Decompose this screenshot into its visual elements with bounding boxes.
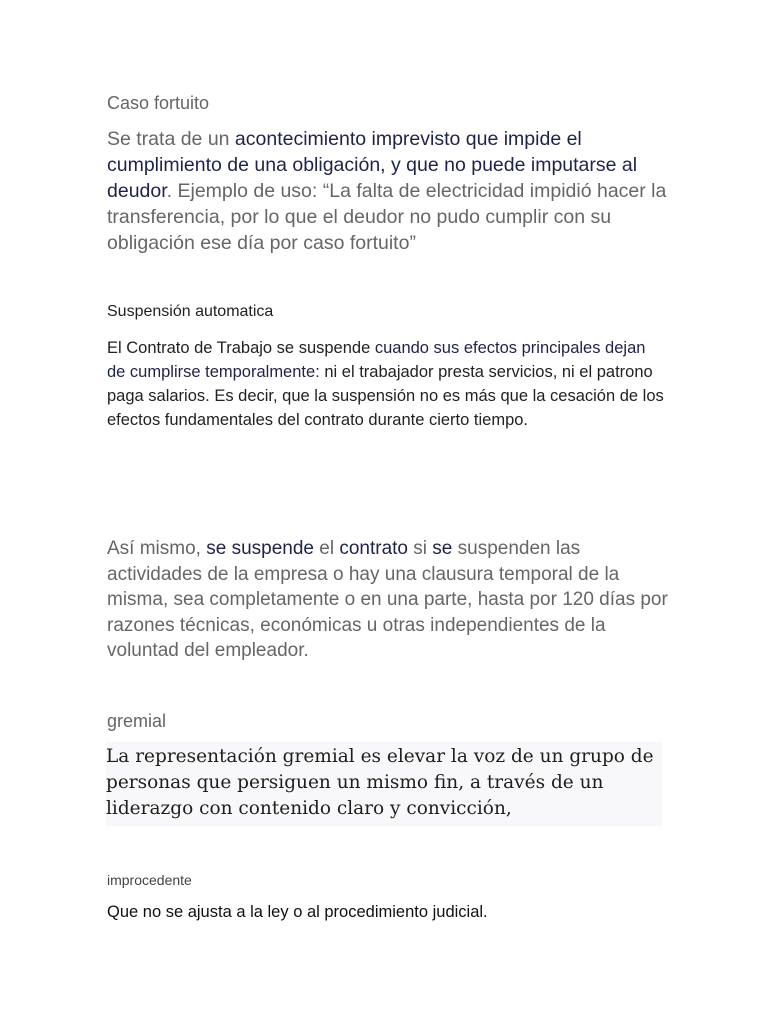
heading-caso-fortuito: Caso fortuito xyxy=(107,93,210,113)
caso-fortuito-intro: Se trata de un xyxy=(107,128,235,150)
paragraph-improcedente: Que no se ajusta a la ley o al procedimiento judicial. xyxy=(107,903,488,921)
caso-fortuito-definition: acontecimiento imprevisto que impide el cumplimiento de una obligación, y que no puede imputarse al deudor xyxy=(107,128,638,202)
caso-fortuito-example: . Ejemplo de uso: “La falta de electricidad impidió hacer la transferencia, por lo que el deudor no pudo cumplir con su obligación ese día por caso fortuito” xyxy=(107,180,667,254)
suspension-highlight: cuando sus efectos principales dejan de cumplirse temporalmente xyxy=(107,339,646,381)
asi-mismo-highlight-1: se suspende xyxy=(206,538,314,559)
asi-mismo-highlight-2: contrato xyxy=(339,538,408,559)
asi-mismo-text-2: el xyxy=(313,538,340,559)
asi-mismo-text-1: Así mismo, xyxy=(107,538,207,559)
heading-suspension: Suspensión automatica xyxy=(107,303,274,320)
asi-mismo-highlight-3: se xyxy=(432,538,453,559)
suspension-intro: El Contrato de Trabajo se suspende xyxy=(107,339,375,357)
asi-mismo-text-4: suspenden las actividades de la empresa o hay una clausura temporal de la misma, sea completamente o en una parte, hasta por 120 días por razones técnicas, económicas u otras independientes de la voluntad del empleador. xyxy=(107,538,668,661)
heading-gremial: gremial xyxy=(107,711,167,731)
suspension-rest: : ni el trabajador presta servicios, ni el patrono paga salarios. Es decir, que la suspensión no es más que la cesación de los efectos fundamentales del contrato durante cierto tiempo. xyxy=(107,363,664,429)
heading-improcedente: improcedente xyxy=(107,872,192,888)
paragraph-suspension xyxy=(107,336,667,432)
asi-mismo-text-3: si xyxy=(408,538,433,559)
paragraph-caso-fortuito xyxy=(107,126,667,256)
paragraph-asi-mismo xyxy=(107,536,677,664)
paragraph-gremial: La representación gremial es elevar la voz de un grupo de personas que persiguen un mismo fin, a través de un liderazgo con contenido claro y convicción, xyxy=(106,742,662,826)
